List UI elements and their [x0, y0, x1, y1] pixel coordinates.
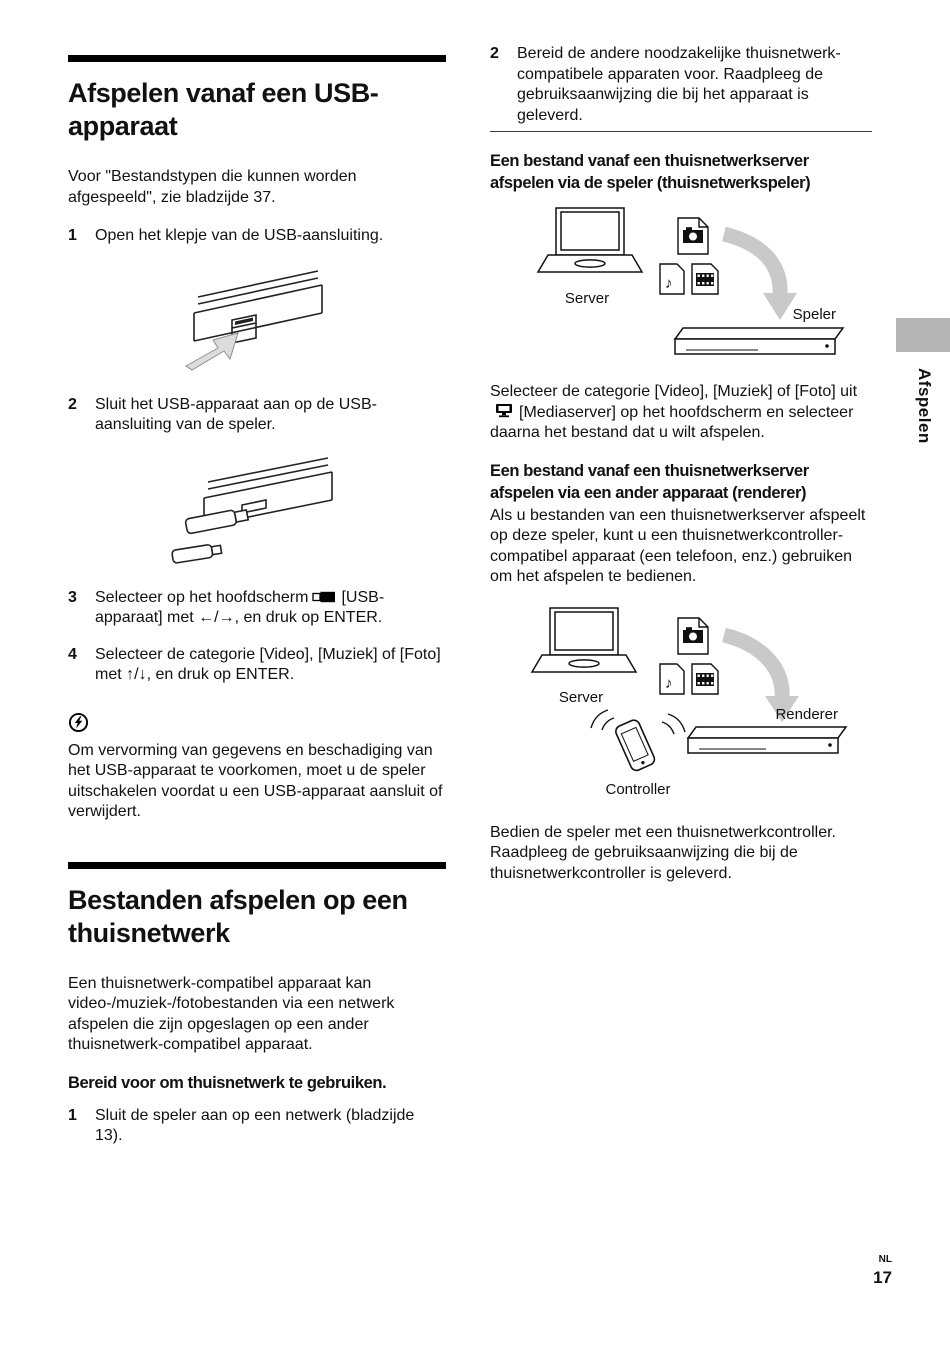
home-network-player-diagram	[490, 206, 872, 368]
step-text: Selecteer de categorie [Video], [Muziek] of [Foto] met ↑/↓, en druk op ENTER.	[95, 645, 441, 683]
chapter-label: Afspelen	[915, 368, 934, 444]
step-separator-rule	[490, 131, 872, 132]
renderer-play-text: Als u bestanden van een thuisnetwerkserver afspeelt op deze speler, kunt u een thuisnetwerkcontroller-compatibel apparaat (een telefoon, enz.) gebruiken om het afspelen te bedienen.	[490, 506, 866, 585]
network-intro-text: Een thuisnetwerk-compatibel apparaat kan video-/muziek-/fotobestanden via een netwerk afspelen die zijn opgeslagen op een ander thuisnetwerk-compatibel apparaat.	[68, 974, 395, 1053]
usb-flap-illustration	[168, 263, 338, 381]
usb-step-2	[68, 395, 446, 436]
right-column	[490, 44, 872, 898]
video-file-icon	[692, 664, 718, 694]
language-code: NL	[878, 1254, 892, 1265]
step-text: Open het klepje van de USB-aansluiting.	[95, 227, 384, 244]
step-number: 1	[68, 1106, 77, 1124]
home-network-renderer-diagram	[490, 602, 872, 807]
section-home-network	[68, 862, 446, 1147]
player-label: Speler	[792, 306, 836, 323]
section-title-usb: Afspelen vanaf een USB-apparaat	[68, 78, 379, 141]
step-number: 2	[490, 45, 499, 62]
usb-step-4	[68, 645, 446, 686]
step-text: Sluit de speler aan op een netwerk (bladzijde 13).	[95, 1106, 415, 1144]
chapter-tab-marker	[896, 318, 950, 352]
smartphone-icon	[614, 718, 656, 772]
server-play-text	[490, 382, 872, 444]
step-number: 2	[68, 395, 77, 413]
renderer-outro-text: Bedien de speler met een thuisnetwerkcontroller. Raadpleeg de gebruiksaanwijzing die bij de thuisnetwerkcontroller is geleverd.	[490, 823, 836, 882]
flow-arrow	[724, 234, 780, 296]
server-label: Server	[564, 290, 610, 307]
section-rule	[68, 55, 446, 62]
step-number: 1	[68, 227, 77, 244]
caution-text: Om vervorming van gegevens en beschadiging van het USB-apparaat te voorkomen, moet u de speler uitschakelen voordat u een USB-apparaat aansluit of verwijdert.	[68, 741, 443, 820]
step-text: Sluit het USB-apparaat aan op de USB-aansluiting van de speler.	[95, 395, 377, 433]
step-text-after: [USB-apparaat] met ←/→, en druk op ENTER.	[95, 588, 385, 626]
step-number: 3	[68, 588, 77, 606]
network-step-2	[490, 44, 872, 126]
step-text	[95, 588, 446, 629]
step-text-before: Selecteer op het hoofdscherm	[95, 588, 309, 606]
usb-device-icon	[312, 591, 336, 603]
photo-file-icon	[678, 618, 708, 654]
video-file-icon	[692, 264, 718, 294]
mediaserver-icon	[494, 403, 514, 418]
photo-file-icon	[678, 218, 708, 254]
laptop-icon	[538, 208, 642, 272]
music-file-icon	[660, 264, 684, 294]
usb-intro-text: Voor "Bestandstypen die kunnen worden afgespeeld", zie bladzijde 37.	[68, 168, 357, 206]
left-column	[68, 55, 446, 1163]
step-text: Bereid de andere noodzakelijke thuisnetwerk-compatibele apparaten voor. Raadpleeg de gebruiksaanwijzing die bij het apparaat is geleverd.	[517, 45, 841, 124]
section-usb-playback	[68, 55, 446, 823]
caution-icon	[68, 712, 89, 733]
text-after-icon: [Mediaserver] op het hoofdscherm en selecteer daarna het bestand dat u wilt afspelen.	[490, 403, 854, 441]
server-label: Server	[558, 688, 604, 706]
server-play-heading: Een bestand vanaf een thuisnetwerkserver afspelen via de speler (thuisnetwerkspeler)	[490, 152, 811, 192]
laptop-icon	[532, 608, 636, 672]
usb-step-3	[68, 588, 446, 629]
usb-insert-illustration	[168, 452, 348, 574]
caution-icon-wrap	[68, 712, 446, 733]
page-number: 17	[873, 1268, 892, 1287]
page-footer	[873, 1254, 892, 1288]
music-file-icon	[660, 664, 684, 694]
caution-note	[68, 712, 446, 823]
svg-text:♪: ♪	[665, 674, 673, 692]
controller-label: Controller	[605, 780, 671, 798]
section-rule	[68, 862, 446, 869]
player-device	[675, 328, 843, 354]
network-step-1	[68, 1106, 446, 1147]
flow-arrow	[724, 635, 782, 698]
svg-text:♪: ♪	[665, 275, 673, 292]
player-device	[688, 727, 846, 753]
section-title-network: Bestanden afspelen op een thuisnetwerk	[68, 884, 408, 948]
renderer-play-heading: Een bestand vanaf een thuisnetwerkserver afspelen via een ander apparaat (renderer)	[490, 461, 809, 502]
step-number: 4	[68, 645, 77, 663]
usb-step-1	[68, 226, 446, 247]
text-before-icon: Selecteer de categorie [Video], [Muziek] of [Foto] uit	[490, 383, 858, 400]
renderer-label: Renderer	[775, 705, 838, 723]
network-prepare-subheading: Bereid voor om thuisnetwerk te gebruiken.	[68, 1073, 387, 1092]
